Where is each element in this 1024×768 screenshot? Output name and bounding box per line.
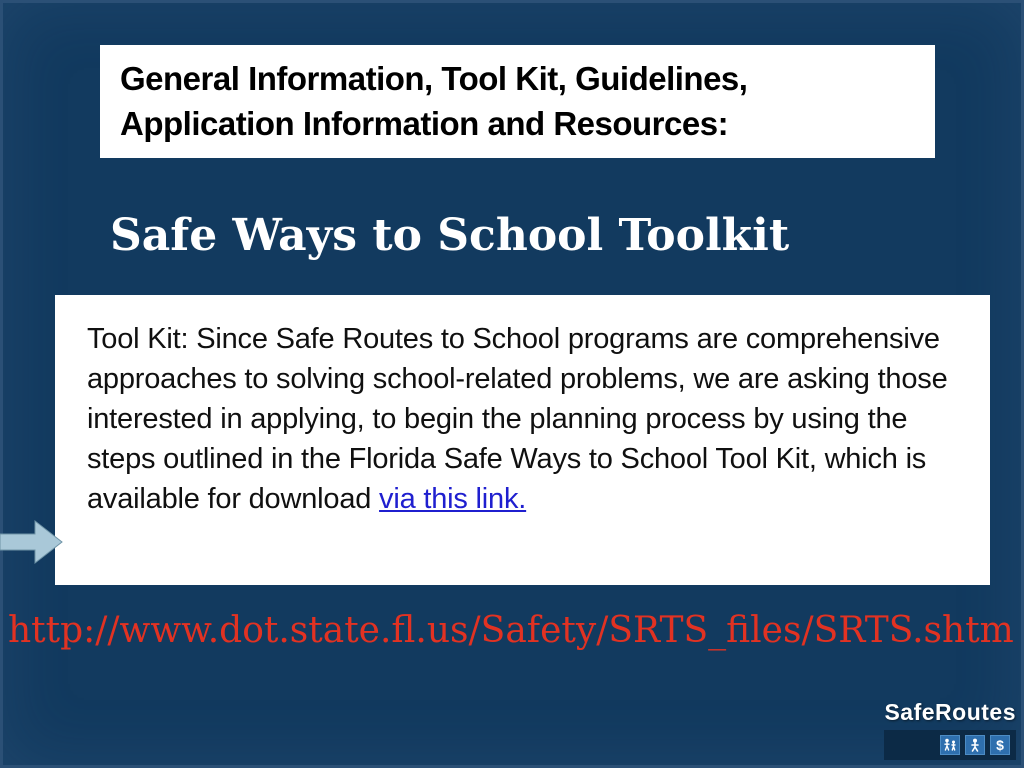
header-line-2: Application Information and Resources:: [120, 105, 729, 142]
page-title: Safe Ways to School Toolkit: [110, 210, 790, 261]
url-text: http://www.dot.state.fl.us/Safety/SRTS_files/SRTS.shtm: [8, 610, 1014, 651]
left-arrow-icon: [0, 519, 64, 565]
dollar-icon: [990, 735, 1010, 755]
pedestrians-icon: [940, 735, 960, 755]
pedestrian-icon: [965, 735, 985, 755]
logo-text: SafeRoutes: [884, 699, 1016, 725]
body-text-before-link: Tool Kit: Since Safe Routes to School programs are comprehensive approaches to solving school-related problems, we are asking those interested in applying, to begin the planning process by using the steps outlined in the Florida Safe Ways to School Tool Kit, which is available for download: [87, 323, 948, 515]
saferoutes-logo: [884, 699, 1016, 760]
body-box: [55, 295, 990, 585]
via-this-link[interactable]: via this link.: [379, 483, 527, 515]
body-text: [87, 319, 958, 519]
dollar-glyph: $: [996, 737, 1004, 753]
header-line-1: General Information, Tool Kit, Guidelines,: [120, 60, 748, 97]
header-box: [100, 45, 935, 158]
logo-bar: [884, 730, 1016, 760]
